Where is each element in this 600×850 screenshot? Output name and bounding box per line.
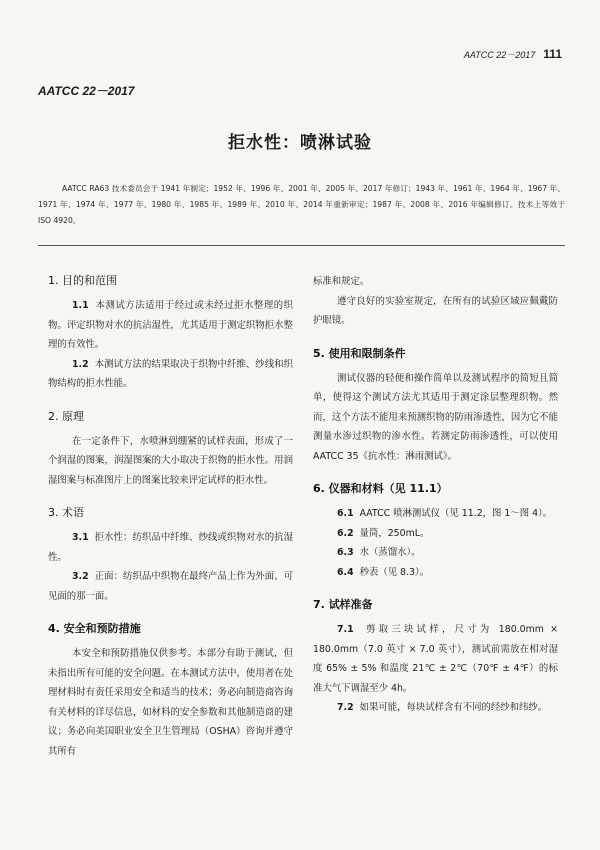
section-1-heading: 1. 目的和范围 [48,274,117,287]
section-2-heading: 2. 原理 [48,409,84,423]
clause-text: AATCC 喷淋测试仪（见 11.2，图 1～图 4）。 [359,508,553,519]
clause-number: 7.1 [337,624,354,635]
section-3-1 [48,528,293,567]
clause-number: 6.3 [337,547,354,558]
list-item [313,504,558,524]
running-head-label: AATCC 22－2017 [463,50,536,60]
clause-text: 拒水性：纺织品中纤维、纱线或织物对水的抗湿性。 [48,532,293,563]
clause-number: 3.1 [72,532,89,543]
page-number: 111 [543,47,562,61]
clause-number: 6.1 [337,508,354,519]
list-item [313,543,558,563]
section-4-heading: 4. 安全和预防措施 [48,622,141,635]
section-7-1 [313,620,558,698]
clause-number: 6.4 [337,566,354,578]
clause-text: 如果可能，每块试样含有不同的经纱和纬纱。 [359,702,548,713]
section-1-1 [48,296,293,355]
running-head [464,47,562,61]
clause-text: 本测试方法适用于经过或未经过拒水整理的织物。评定织物对水的抗沾湿性，尤其适用于测定织物拒水整理的有效性。 [48,300,293,350]
clause-text: 本测试方法的结果取决于织物中纤维、纱线和织物结构的拒水性能。 [48,358,293,389]
section-5-heading: 5. 使用和限制条件 [313,346,406,360]
clause-text: 水（蒸馏水）。 [359,547,421,558]
section-3-heading: 3. 术语 [48,506,84,519]
clause-text: 正面：纺织品中织物在最终产品上作为外面、可见面的那一面。 [48,571,293,602]
list-item [313,524,558,544]
section-7-2 [313,698,558,718]
page-title: 拒水性：喷淋试验 [228,133,372,153]
divider [38,245,565,246]
clause-number: 6.2 [337,527,354,539]
list-item [313,563,558,583]
clause-number: 3.2 [72,571,89,582]
clause-number: 7.2 [337,702,354,713]
clause-number: 1.2 [72,358,89,370]
section-4-continued: 标准和规定。 [313,276,370,287]
section-4-text-2: 遵守良好的实验室规定，在所有的试验区域应佩戴防护眼镜。 [313,295,558,326]
history-note: AATCC RA63 技术委员会于 1941 年制定；1952 年、1996 年、2001 年、2005 年、2017 年修订；1943 年、1961 年、1964 年、1967 年、1971 年、1974 年、1977 年、1980 年、1985 年、1989 年、2010 年、2014 年重新审定；1987 年、2008 年、2016 年编辑修订。技术上等效于 ISO 4920。 [38,184,565,225]
section-3-2 [48,567,293,606]
clause-number: 1.1 [72,300,89,311]
standard-heading: AATCC 22－2017 [38,84,135,98]
clause-text: 剪取三块试样，尺寸为 180.0mm × 180.0mm（7.0 英寸 × 7.0 英寸），测试前需放在相对湿度 65% ± 5% 和温度 21℃ ± 2℃（70℉ ± 4℉）的标准大气下调湿至少 4h。 [313,624,558,694]
section-1-2 [48,355,293,394]
clause-text: 秒表（见 8.3）。 [359,566,430,578]
right-column [313,272,558,718]
clause-text: 量筒，250mL。 [359,527,430,539]
section-4-text: 本安全和预防措施仅供参考。本部分有助于测试，但未指出所有可能的安全问题。在本测试方法中，使用者在处理材料时有责任采用安全和适当的技术；务必向制造商咨询有关材料的详尽信息，如材料的安全参数和其他制造商的建议；务必向美国职业安全卫生管理局（OSHA）咨询并遵守其所有 [48,648,293,757]
section-7-heading: 7. 试样准备 [313,598,373,611]
left-column [48,272,293,761]
section-5-text: 测试仪器的轻便和操作简单以及测试程序的简短且简单，使得这个测试方法尤其适用于测定涂层整理织物。然而，这个方法不能用来预测织物的防雨渗透性，因为它不能测量水渗过织物的渗水性。若测定防雨渗透性，可以使用 AATCC 35《抗水性：淋雨测试》。 [313,372,558,462]
section-2-text: 在一定条件下，水喷淋到绷紧的试样表面，形成了一个润湿的图案，润湿图案的大小取决于织物的拒水性。用润湿图案与标准图片上的图案比较来评定试样的拒水性。 [48,435,293,486]
section-6-heading: 6. 仪器和材料（见 11.1） [313,482,448,495]
